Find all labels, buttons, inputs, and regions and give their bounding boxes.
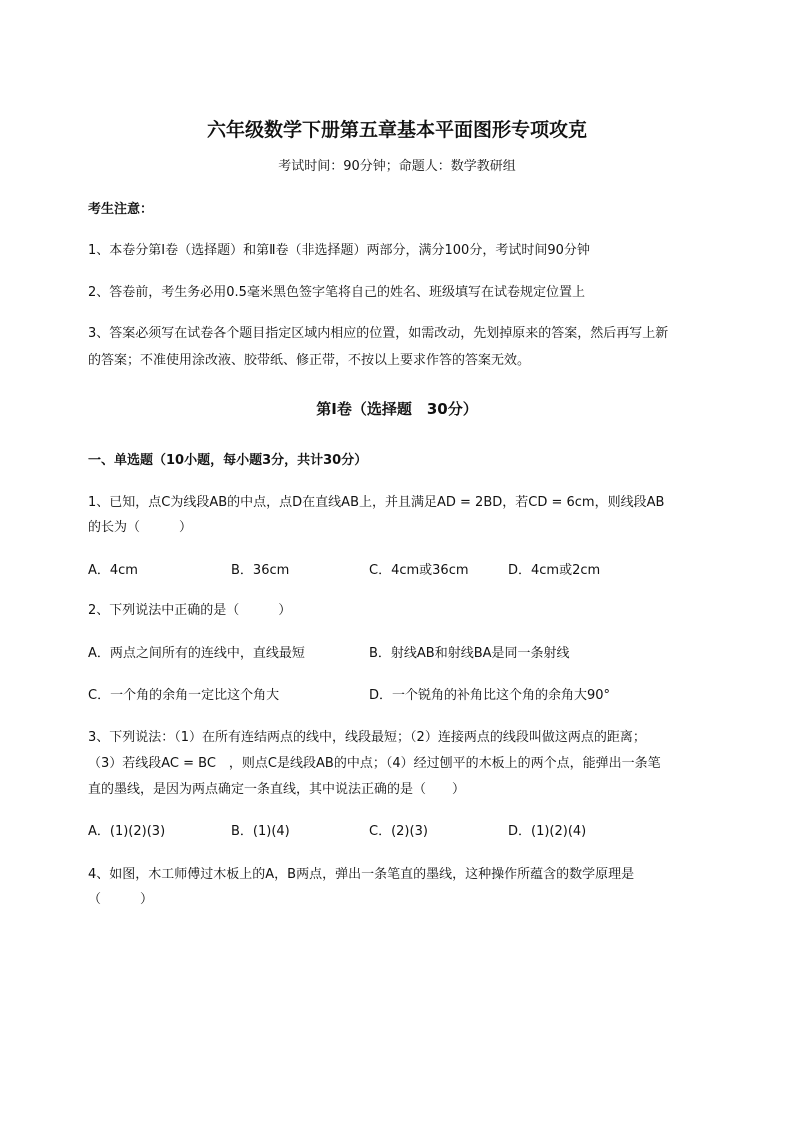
q2-option-a[interactable]: A．两点之间所有的连线中，直线最短 [88, 646, 305, 661]
question-1-line: 1、已知，点C为线段AB的中点，点D在直线AB上，并且满足AD = 2BD，若CD = 6cm，则线段AB [88, 495, 665, 510]
q3-option-a[interactable]: A．(1)(2)(3) [88, 824, 166, 839]
question-4-line: （ ） [88, 892, 154, 907]
part-title: 第Ⅰ卷（选择题 30分） [316, 400, 478, 418]
q1-option-d[interactable]: D．4cm或2cm [508, 563, 601, 578]
q2-option-b[interactable]: B．射线AB和射线BA是同一条射线 [369, 646, 570, 661]
notice-3: 3、答案必须写在试卷各个题目指定区域内相应的位置，如需改动，先划掉原来的答案，然后再写上新 [88, 326, 669, 341]
question-4-line: 4、如图，木工师傅过木板上的A，B两点，弹出一条笔直的墨线，这种操作所蕴含的数学原理是 [88, 867, 635, 882]
q3-option-d[interactable]: D．(1)(2)(4) [508, 824, 587, 839]
question-3-line: （3）若线段AC = BC ，则点C是线段AB的中点；（4）经过刨平的木板上的两个点，能弹出一条笔 [88, 756, 661, 771]
notice-1: 1、本卷分第Ⅰ卷（选择题）和第Ⅱ卷（非选择题）两部分，满分100分，考试时间90分钟 [88, 243, 590, 258]
q3-option-c[interactable]: C．(2)(3) [369, 824, 428, 839]
notice-2: 2、答卷前，考生务必用0.5毫米黑色签字笔将自己的姓名、班级填写在试卷规定位置上 [88, 285, 585, 300]
q1-option-a[interactable]: A．4cm [88, 563, 138, 578]
question-3-line: 直的墨线，是因为两点确定一条直线，其中说法正确的是（ ） [88, 782, 466, 797]
section-heading: 一、单选题（10小题，每小题3分，共计30分） [88, 453, 368, 468]
q3-option-b[interactable]: B．(1)(4) [231, 824, 290, 839]
q1-option-c[interactable]: C．4cm或36cm [369, 563, 469, 578]
q1-option-b[interactable]: B．36cm [231, 563, 290, 578]
question-1-line: 的长为（ ） [88, 520, 193, 535]
page-title: 六年级数学下册第五章基本平面图形专项攻克 [206, 119, 587, 141]
notice-heading: 考生注意： [88, 202, 154, 217]
question-3-line: 3、下列说法：（1）在所有连结两点的线中，线段最短；（2）连接两点的线段叫做这两点的距离； [88, 730, 646, 745]
subtitle: 考试时间：90分钟；命题人：数学教研组 [278, 159, 516, 174]
q2-option-c[interactable]: C．一个角的余角一定比这个角大 [88, 688, 280, 703]
notice-3-cont: 的答案；不准使用涂改液、胶带纸、修正带，不按以上要求作答的答案无效。 [88, 353, 531, 368]
question-2-line: 2、下列说法中正确的是（ ） [88, 603, 292, 618]
q2-option-d[interactable]: D．一个锐角的补角比这个角的余角大90° [369, 688, 611, 703]
